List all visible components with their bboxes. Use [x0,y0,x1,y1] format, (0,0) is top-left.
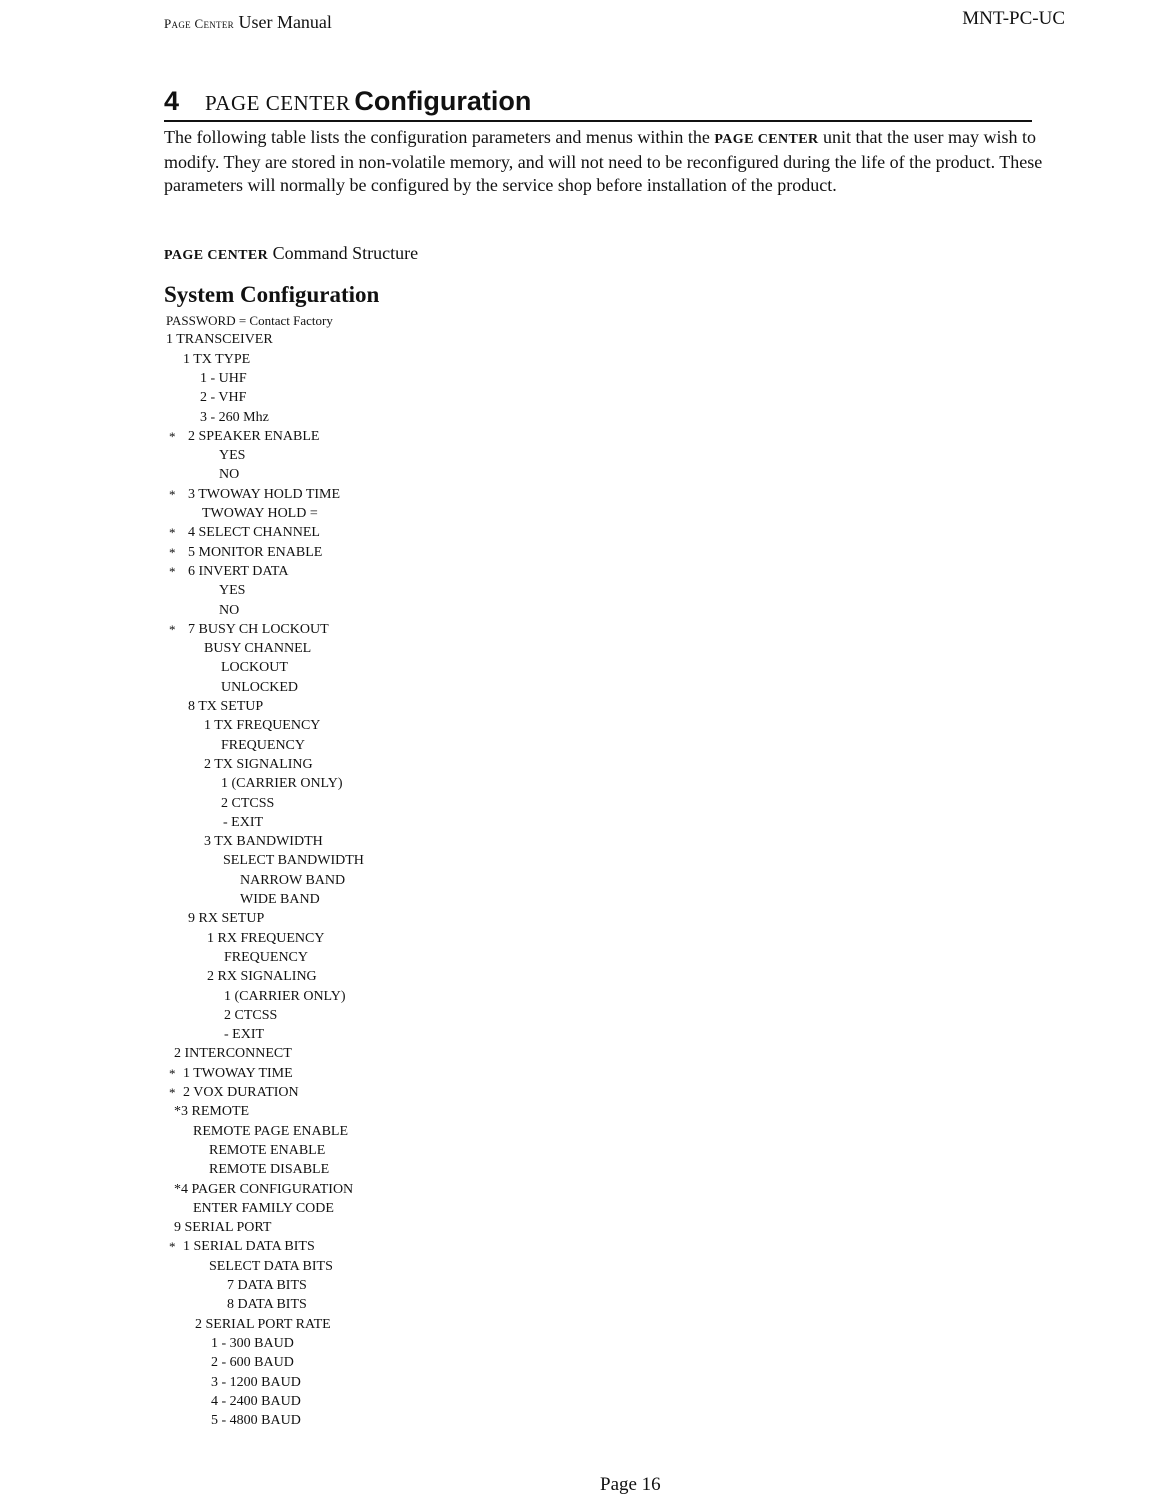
menu-item: 1 TX FREQUENCY [204,718,321,734]
menu-item: PASSWORD = Contact Factory [166,313,333,328]
menu-item: SELECT DATA BITS [209,1258,333,1274]
required-marker: * [169,544,176,560]
menu-item: 8 TX SETUP [188,699,264,714]
menu-item: NO [219,602,240,618]
intro-product-name: PAGE CENTER [714,132,819,147]
menu-item: *4 PAGER CONFIGURATION [174,1181,354,1197]
document-code: MNT-PC-UC [962,8,1065,29]
menu-item: 3 TWOWAY HOLD TIME [188,486,341,502]
section-title: System Configuration [164,282,380,307]
header-manual-title: User Manual [233,12,332,32]
required-marker: * [169,1085,176,1100]
menu-item: 1 (CARRIER ONLY) [224,988,346,1004]
menu-item: 2 VOX DURATION [183,1085,299,1100]
menu-item: YES [219,583,246,599]
menu-item: 2 - 600 BAUD [211,1355,294,1371]
menu-item: UNLOCKED [221,679,298,695]
menu-item: REMOTE DISABLE [209,1162,330,1178]
command-structure-heading [164,243,418,264]
menu-item: FREQUENCY [221,737,306,753]
menu-item: 3 TX BANDWIDTH [204,834,323,850]
required-marker: * [169,563,176,579]
menu-item: 1 - UHF [200,370,247,386]
menu-item: 4 - 2400 BAUD [211,1393,301,1409]
menu-item: FREQUENCY [224,949,309,965]
chapter-number: 4 [164,86,180,116]
menu-item: 1 SERIAL DATA BITS [183,1239,315,1255]
required-marker: * [169,1065,176,1081]
menu-item: 2 INTERCONNECT [174,1046,292,1062]
menu-item: 2 SERIAL PORT RATE [195,1316,331,1332]
menu-item: 1 TRANSCEIVER [166,332,273,348]
menu-item: 1 TWOWAY TIME [183,1065,293,1081]
header-product-name: Page Center [164,16,234,31]
menu-item: BUSY CHANNEL [204,641,312,657]
menu-item: 2 SPEAKER ENABLE [188,428,320,444]
menu-item: - EXIT [223,814,264,830]
menu-item: ENTER FAMILY CODE [193,1200,334,1216]
chapter-title-product: PAGE CENTER [205,91,351,115]
required-marker: * [169,1239,176,1255]
menu-item: 3 - 1200 BAUD [211,1374,301,1390]
menu-item: 3 - 260 Mhz [200,409,269,425]
intro-text-2: unit that the user may wish to modify. They are stored in non-volatile memory, and will not need to be reconfigured during the life of the product. These parameters will normally be configured by the service shop before installation of the product. [164,127,1043,195]
menu-item: 1 (CARRIER ONLY) [221,776,343,792]
menu-item: SELECT BANDWIDTH [223,853,364,869]
menu-item: 8 DATA BITS [227,1297,307,1313]
menu-item: LOCKOUT [221,660,288,676]
required-marker: * [169,486,176,502]
menu-item: 2 RX SIGNALING [207,969,317,985]
required-marker: * [169,428,176,444]
menu-item: TWOWAY HOLD = [202,506,318,521]
page-number: Page 16 [600,1474,661,1495]
menu-item: REMOTE ENABLE [209,1142,326,1158]
menu-item: 6 INVERT DATA [188,563,289,579]
intro-text-1: The following table lists the configuration parameters and menus within the [164,127,715,147]
menu-item: 2 CTCSS [224,1007,278,1023]
menu-item: 9 RX SETUP [188,911,265,927]
menu-item: - EXIT [224,1027,265,1043]
menu-item: 4 SELECT CHANNEL [188,525,320,541]
menu-item: NARROW BAND [240,872,346,888]
menu-item: 1 TX TYPE [183,351,251,367]
menu-item: 2 CTCSS [221,795,275,811]
chapter-heading [164,86,1032,122]
menu-item: REMOTE PAGE ENABLE [193,1123,349,1139]
command-structure-product: PAGE CENTER [164,248,269,263]
menu-item: NO [219,467,240,483]
menu-item: 7 DATA BITS [227,1278,307,1293]
intro-paragraph [164,126,1044,197]
menu-item: 2 TX SIGNALING [204,756,313,772]
required-marker: * [169,525,176,541]
menu-item: 1 - 300 BAUD [211,1335,294,1351]
command-structure-text: Command Structure [268,243,419,263]
menu-item: 5 MONITOR ENABLE [188,544,323,560]
required-marker: * [169,621,176,637]
chapter-title-word: Configuration [354,86,532,116]
menu-item: WIDE BAND [240,892,320,907]
menu-item: *3 REMOTE [174,1104,250,1120]
menu-item: 1 RX FREQUENCY [207,930,325,946]
page-header-left [164,12,332,33]
menu-item: YES [219,448,246,464]
menu-item: 7 BUSY CH LOCKOUT [188,621,329,637]
menu-item: 2 - VHF [200,390,247,406]
menu-item: 5 - 4800 BAUD [211,1413,301,1429]
menu-item: 9 SERIAL PORT [174,1220,272,1236]
